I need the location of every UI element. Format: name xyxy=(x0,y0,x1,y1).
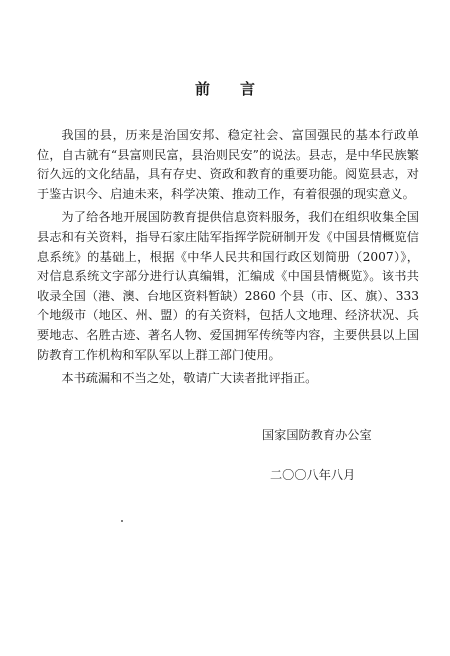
date: 二〇〇八年八月 xyxy=(270,468,356,482)
scan-speck xyxy=(121,520,123,522)
paragraph-3: 本书疏漏和不当之处，敬请广大读者批评指正。 xyxy=(61,371,318,386)
paragraph-1: 我国的县，历来是治国安邦、稳定社会、富国强民的基本行政单位，自古就有“县富则民富，县治则民安”的说法。县志，是中华民族繁衍久远的文化结晶，具有存史、资政和教育的重要功能。阅览县志，对于鉴古识今、启迪未来，科学决策、推动工作，有着很强的现实意义。 xyxy=(37,128,419,201)
preface-body xyxy=(37,126,419,393)
paragraph-2: 为了给各地开展国防教育提供信息资料服务，我们在组织收集全国县志和有关资料，指导石家庄陆军指挥学院研制开发《中国县情概览信息系统》的基础上，根据《中华人民共和国行政区划简册（2007）》，对信息系统文字部分进行认真编辑，汇编成《中国县情概览》。该书共收录全国（港、澳、台地区资料暂缺）2860 个县（市、区、旗）、333 个地级市（地区、州、盟）的有关资料，包括人文地理、经济状况、兵要地志、名胜古迹、著名人物、爱国拥军传统等内容，主要供县以上国防教育工作机构和军队军以上群工部门使用。 xyxy=(37,210,419,362)
signature: 国家国防教育办公室 xyxy=(262,428,372,442)
page-title: 前言 xyxy=(194,80,285,98)
